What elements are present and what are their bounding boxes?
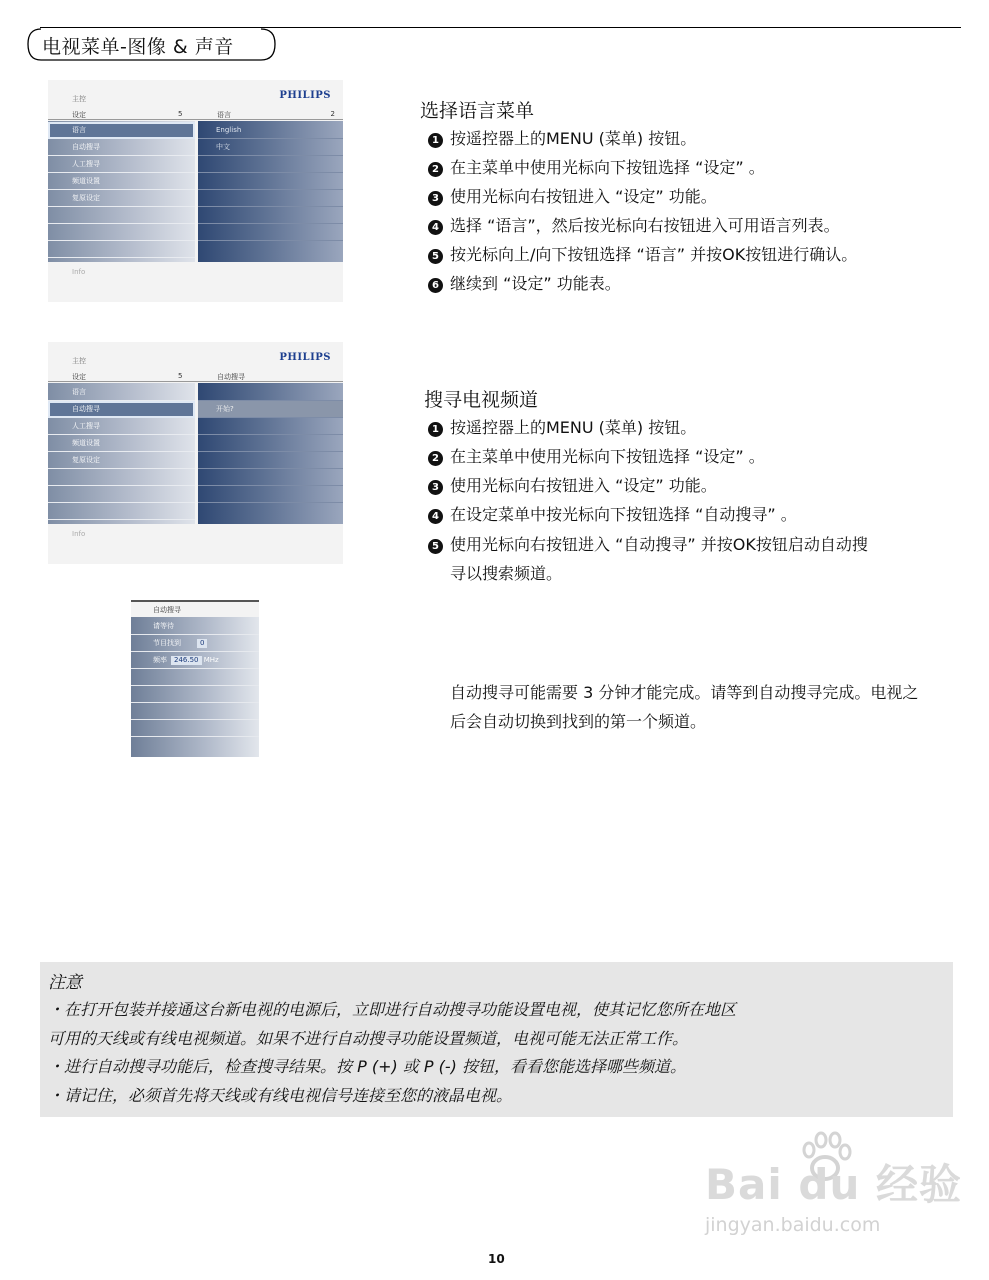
menu-empty-row [198,469,343,486]
menu-empty-row [48,207,195,224]
note-title: 注意 [48,973,82,993]
section-title-channel-search: 搜寻电视频道 [424,389,539,411]
frequency-label: 频率 [153,656,167,664]
language-step [428,242,857,265]
search-step [428,532,868,555]
menu-item-language: 语言 [48,122,195,139]
menu-empty-row [48,241,195,258]
step-text: 按遥控器上的MENU (菜单) 按钮。 [450,418,697,437]
tv-menu-language-screenshot [48,80,343,302]
menu-empty-row [48,224,195,241]
menu-empty-row [48,503,195,520]
menu-item-auto-search: 自动搜寻 [48,401,195,418]
menu-item-reset: 复原设定 [48,190,195,207]
menu-empty-row [198,384,343,401]
watermark-text: Bai du 经验 [705,1160,962,1209]
wait-row [131,618,259,635]
menu-empty-row [198,173,343,190]
step-text: 在主菜单中使用光标向下按钮选择 “设定” 。 [450,158,765,177]
frequency-value: 246.50 [171,656,202,665]
search-step [428,415,696,438]
start-option: 开始? [198,401,343,418]
step-text: 按遥控器上的MENU (菜单) 按钮。 [450,129,697,148]
step-text: 使用光标向右按钮进入 “设定” 功能。 [450,187,717,206]
step-text: 在主菜单中使用光标向下按钮选择 “设定” 。 [450,447,765,466]
menu-right-header: 自动搜寻 [217,373,245,381]
menu-empty-row [198,452,343,469]
menu-left-header: 设定 [72,111,86,119]
menu-left-header: 设定 [72,373,86,381]
note-line: 可用的天线或有线电视频道。如果不进行自动搜寻功能设置频道，电视可能无法正常工作。 [48,1029,689,1048]
menu-empty-row [198,190,343,207]
search-step-continuation: 寻以搜索频道。 [450,564,563,583]
box-empty-row [131,720,259,737]
step-number-icon: 3 [428,191,443,206]
step-text: 在设定菜单中按光标向下按钮选择 “自动搜寻” 。 [450,505,797,524]
note-line: ・在打开包装并接通这台新电视的电源后，立即进行自动搜寻功能设置电视，使其记忆您所在地区 [48,1000,737,1019]
search-step [428,444,765,467]
menu-empty-row [198,486,343,503]
box-empty-row [131,686,259,703]
menu-left-count: 5 [178,372,183,380]
step-number-icon: 5 [428,249,443,264]
step-text: 使用光标向右按钮进入 “设定” 功能。 [450,476,717,495]
language-option-chinese: 中文 [198,139,343,156]
language-step [428,126,696,149]
menu-empty-row [198,156,343,173]
step-text: 选择 “语言”，然后按光标向右按钮进入可用语言列表。 [450,216,840,235]
wait-label: 请等待 [153,622,174,630]
menu-empty-row [48,469,195,486]
step-number-icon: 1 [428,133,443,148]
search-step [428,473,717,496]
watermark-url: jingyan.baidu.com [705,1214,881,1236]
page-title: 电视菜单-图像 & 声音 [42,36,234,58]
menu-empty-row [198,207,343,224]
frequency-row [131,652,259,669]
note-line: ・进行自动搜寻功能后，检查搜寻结果。按 P (+) 或 P (-) 按钮，看看您能选择哪些频道。 [48,1057,686,1076]
menu-right-count: 2 [330,110,335,118]
section-title-language: 选择语言菜单 [420,100,535,122]
menu-empty-row [198,435,343,452]
menu-left-count: 5 [178,110,183,118]
menu-empty-row [48,486,195,503]
menu-item-manual-search: 人工搜寻 [48,418,195,435]
auto-search-note-line: 后会自动切换到找到的第一个频道。 [450,712,707,731]
step-number-icon: 2 [428,451,443,466]
language-step [428,271,621,294]
tv-menu-auto-search-screenshot [48,342,343,564]
auto-search-title: 自动搜寻 [153,606,181,614]
philips-logo: PHILIPS [279,352,331,363]
language-step [428,213,840,236]
step-number-icon: 2 [428,162,443,177]
menu-item-language: 语言 [48,384,195,401]
language-step [428,184,717,207]
box-empty-row [131,669,259,686]
programs-found-value: 0 [197,639,207,648]
menu-breadcrumb: 主控 [72,357,86,365]
step-number-icon: 6 [428,278,443,293]
step-number-icon: 4 [428,509,443,524]
step-number-icon: 1 [428,422,443,437]
frequency-unit: MHz [203,656,219,664]
language-option-english: English [198,122,343,139]
search-step [428,502,797,525]
programs-found-label: 节目找到 [153,639,181,647]
auto-search-progress-screenshot [131,600,259,757]
step-text: 使用光标向右按钮进入 “自动搜寻” 并按OK按钮启动自动搜 [450,535,868,554]
step-text: 按光标向上/向下按钮选择 “语言” 并按OK按钮进行确认。 [450,245,858,264]
philips-logo: PHILIPS [279,90,331,101]
menu-info-label: Info [72,268,86,276]
baidu-watermark [705,1130,962,1240]
menu-divider [48,119,343,120]
step-number-icon: 5 [428,539,443,554]
menu-item-reset: 复原设定 [48,452,195,469]
language-step [428,155,765,178]
menu-item-manual-search: 人工搜寻 [48,156,195,173]
menu-empty-row [198,224,343,241]
menu-right-header: 语言 [217,111,231,119]
box-top-bar [131,600,259,602]
menu-item-channel-setup: 频道设置 [48,173,195,190]
programs-found-row [131,635,259,652]
menu-item-auto-search: 自动搜寻 [48,139,195,156]
box-empty-row [131,703,259,720]
menu-info-label: Info [72,530,86,538]
step-text: 继续到 “设定” 功能表。 [450,274,621,293]
page-number: 10 [488,1252,505,1266]
menu-divider [48,381,343,382]
note-box [40,962,953,1117]
menu-empty-row [198,418,343,435]
menu-item-channel-setup: 频道设置 [48,435,195,452]
note-line: ・请记住，必须首先将天线或有线电视信号连接至您的液晶电视。 [48,1086,513,1105]
auto-search-note-line: 自动搜寻可能需要 3 分钟才能完成。请等到自动搜寻完成。电视之 [450,683,919,702]
step-number-icon: 4 [428,220,443,235]
step-number-icon: 3 [428,480,443,495]
menu-breadcrumb: 主控 [72,95,86,103]
